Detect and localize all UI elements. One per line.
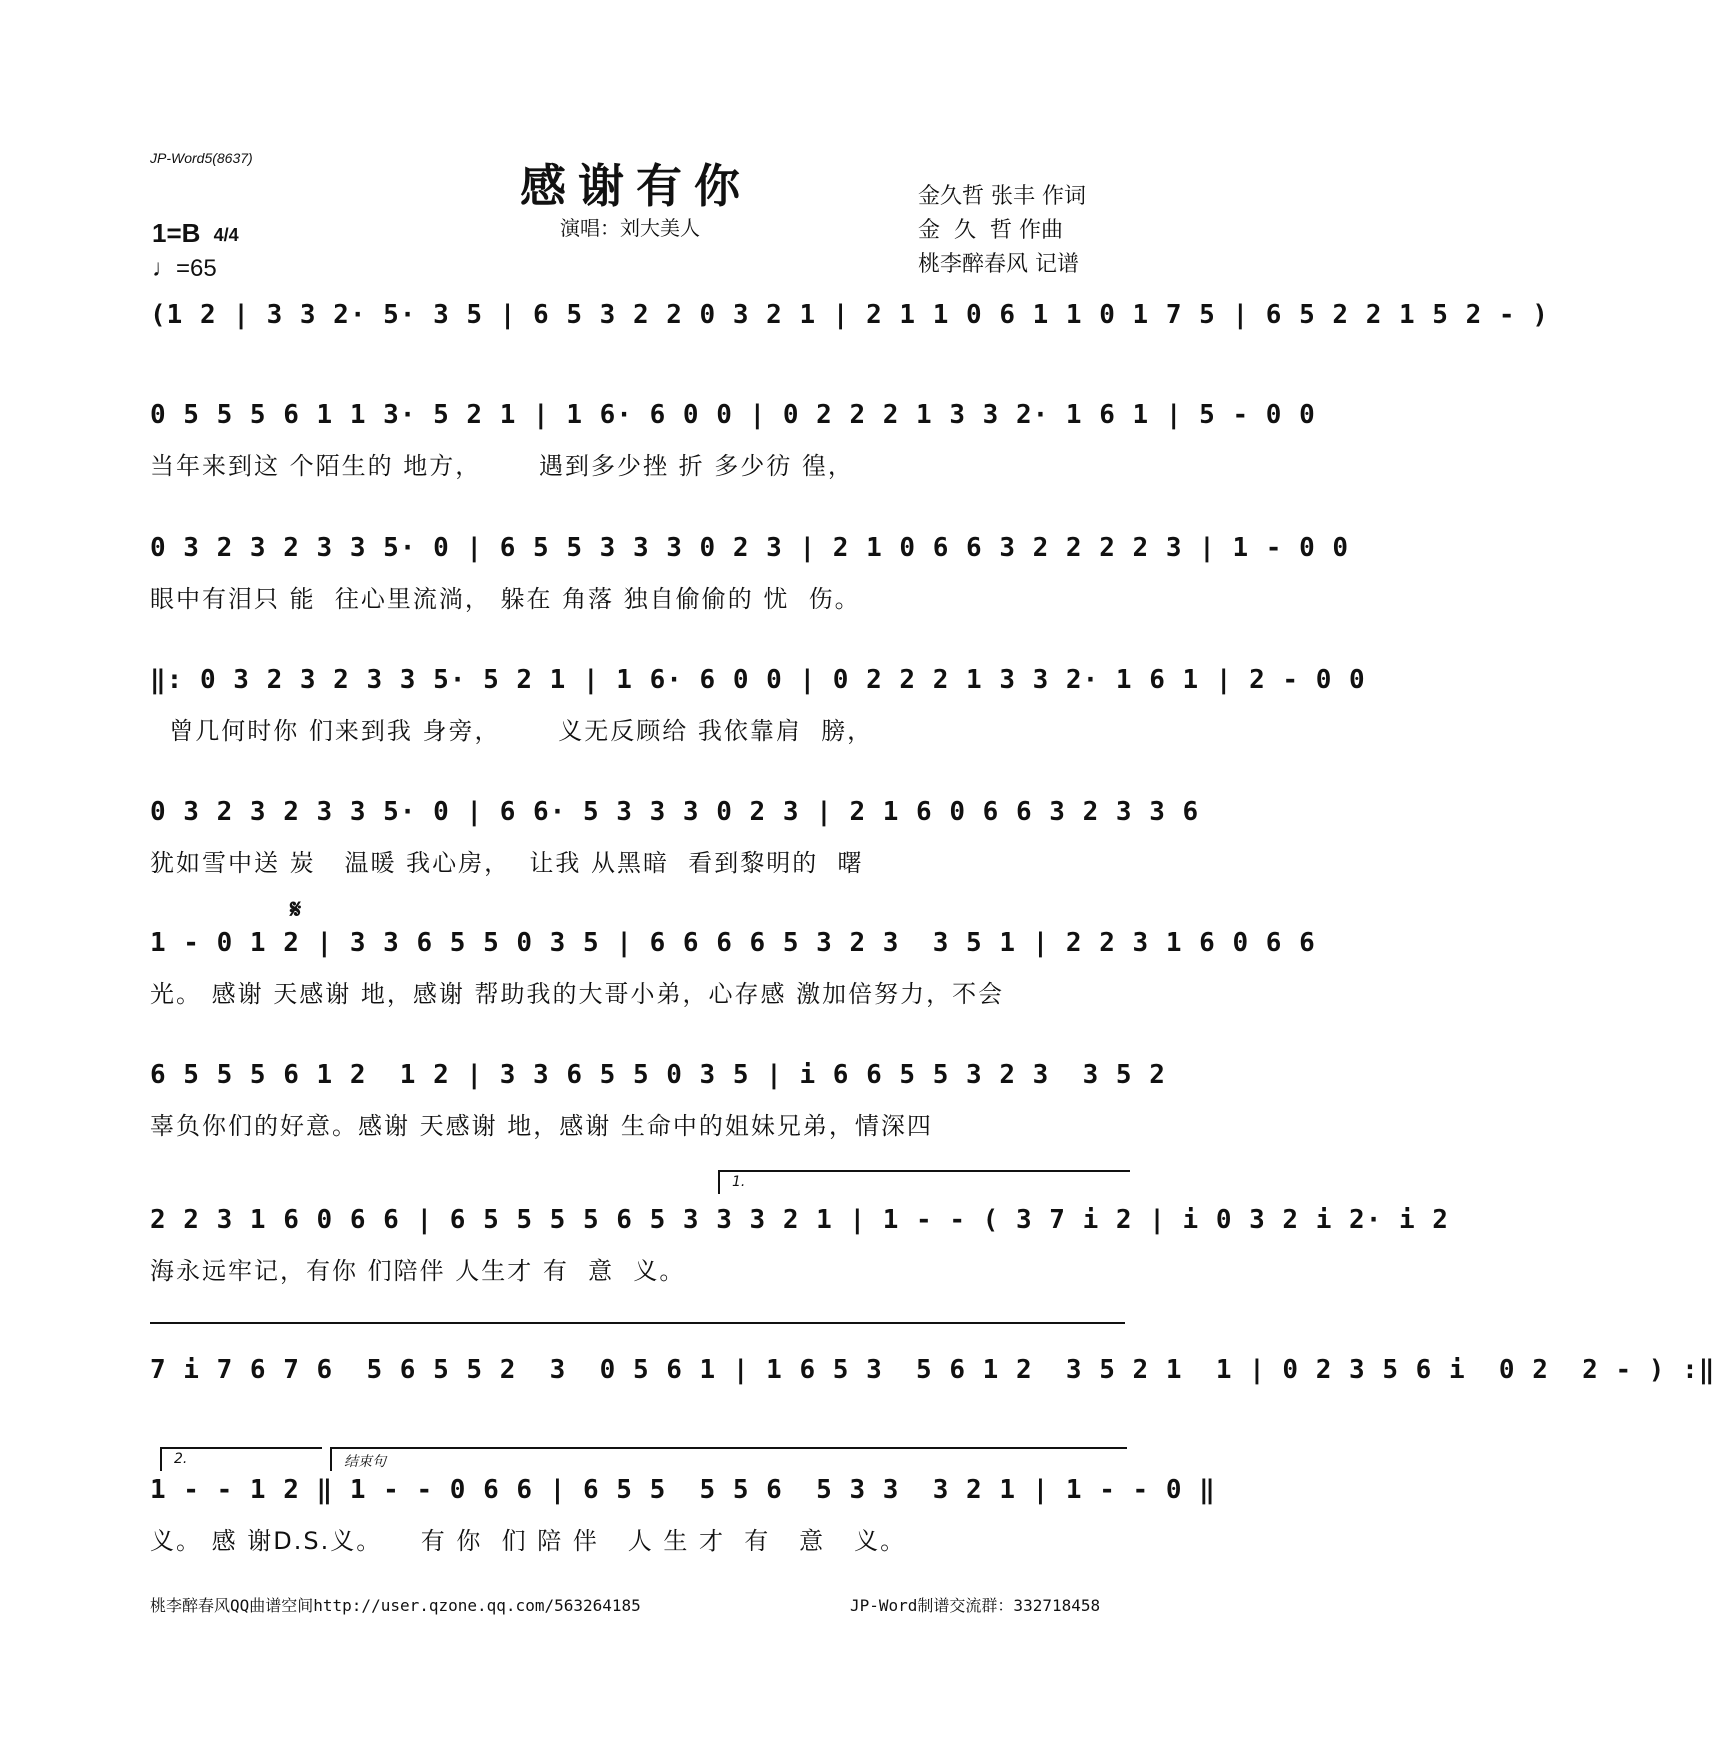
lyrics-line: 光。 感谢 天感谢 地，感谢 帮助我的大哥小弟，心存感 激加倍努力，不会: [150, 980, 1005, 1008]
notation-line: 0 3 2 3 2 3 3 5· 0 | 6 5 5 3 3 3 0 2 3 | 2 1 0 6 6 3 2 2 2 2 3 | 1 - 0 0: [150, 533, 1350, 563]
footer-group: JP-Word制谱交流群：332718458: [850, 1596, 1101, 1615]
music-system-1: [150, 300, 1549, 360]
music-system-6: [150, 928, 1316, 1028]
credits-block: [918, 180, 1086, 282]
lyrics-line: 义。 感 谢D.S.义。 有 你 们 陪 伴 人 生 才 有 意 义。: [150, 1527, 907, 1555]
notation-line: (1 2 | 3 3 2· 5· 3 5 | 6 5 3 2 2 0 3 2 1 | 2 1 1 0 6 1 1 0 1 7 5 | 6 5 2 2 1 5 2 - ): [150, 300, 1549, 330]
transcriber-credit: 桃李醉春风 记谱: [918, 252, 1079, 277]
lyrics-line: 曾几何时你 们来到我 身旁， 义无反顾给 我依靠肩 膀，: [150, 717, 874, 745]
music-system-7: [150, 1060, 1166, 1160]
segno-sign: 𝄋: [290, 895, 302, 925]
footer-source: 桃李醉春风QQ曲谱空间http://user.qzone.qq.com/563264185: [150, 1596, 641, 1615]
lyrics-line: 海永远牢记，有你 们陪伴 人生才 有 意 义。: [150, 1257, 686, 1285]
lyrics-line: 犹如雪中送 炭 温暖 我心房， 让我 从黑暗 看到黎明的 曙: [150, 849, 864, 877]
composer-credit: 金 久 哲 作曲: [918, 218, 1063, 243]
notation-line: 6 5 5 5 6 1 2 1 2 | 3 3 6 5 5 0 3 5 | i 6 6 5 5 3 2 3 3 5 2: [150, 1060, 1166, 1090]
coda-bracket: [330, 1447, 1127, 1471]
song-title: 感谢有你: [520, 159, 752, 213]
volta-bracket-2: [160, 1447, 322, 1471]
time-signature: 4/4: [213, 224, 239, 245]
singer-credit: 演唱：刘大美人: [560, 216, 700, 240]
lyrics-line: 辜负你们的好意。感谢 天感谢 地，感谢 生命中的姐妹兄弟，情深四: [150, 1112, 933, 1140]
music-system-10: [150, 1475, 1216, 1575]
key-signature: [152, 218, 239, 249]
notation-line: 0 5 5 5 6 1 1 3· 5 2 1 | 1 6· 6 0 0 | 0 2 2 2 1 3 3 2· 1 6 1 | 5 - 0 0: [150, 400, 1316, 430]
coda-label: 结束句: [344, 1454, 386, 1470]
key-label: 1=B: [152, 218, 201, 248]
lyrics-line: 眼中有泪只 能 往心里流淌， 躲在 角落 独自偷偷的 忧 伤。: [150, 585, 861, 613]
notation-line: 1 - 0 1 2 | 3 3 6 5 5 0 3 5 | 6 6 6 6 5 3 2 3 3 5 1 | 2 2 3 1 6 0 6 6: [150, 928, 1316, 958]
notation-line: 0 3 2 3 2 3 3 5· 0 | 6 6· 5 3 3 3 0 2 3 | 2 1 6 0 6 6 3 2 3 3 6: [150, 797, 1200, 827]
notation-line: 1 - - 1 2 ‖ 1 - - 0 6 6 | 6 5 5 5 5 6 5 3 3 3 2 1 | 1 - - 0 ‖: [150, 1475, 1216, 1505]
volta-bracket-1: [718, 1170, 1130, 1194]
volta-label: 1.: [732, 1174, 746, 1190]
lyrics-line: 当年来到这 个陌生的 地方， 遇到多少挫 折 多少彷 徨，: [150, 452, 854, 480]
tempo-marking: ♩=65: [152, 255, 217, 282]
volta-label: 2.: [174, 1451, 188, 1467]
music-system-2: [150, 400, 1316, 500]
music-system-3: [150, 533, 1350, 633]
music-system-8: [150, 1205, 1449, 1305]
notation-line: 2 2 3 1 6 0 6 6 | 6 5 5 5 5 6 5 3 3 3 2 1 | 1 - - ( 3 7 i 2 | i 0 3 2 i 2· i 2: [150, 1205, 1449, 1235]
notation-line: ‖: 0 3 2 3 2 3 3 5· 5 2 1 | 1 6· 6 0 0 | 0 2 2 2 1 3 3 2· 1 6 1 | 2 - 0 0: [150, 665, 1366, 695]
notation-line: 7 i 7 6 7 6 5 6 5 5 2 3 0 5 6 1 | 1 6 5 3 5 6 1 2 3 5 2 1 1 | 0 2 3 5 6 i 0 2 2 - ) :‖: [150, 1355, 1715, 1385]
volta-bracket-continued: [150, 1322, 1125, 1346]
music-system-5: [150, 797, 1200, 897]
lyricist-credit: 金久哲 张丰 作词: [918, 184, 1086, 209]
software-tag: JP-Word5(8637): [150, 150, 253, 166]
music-system-9: [150, 1355, 1715, 1415]
music-system-4: [150, 665, 1366, 765]
